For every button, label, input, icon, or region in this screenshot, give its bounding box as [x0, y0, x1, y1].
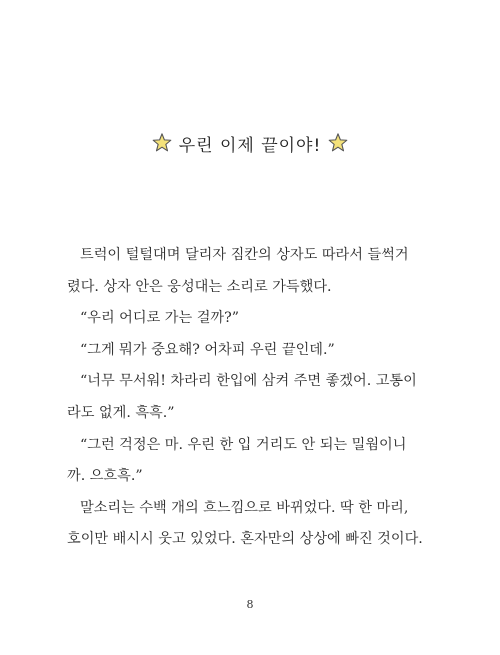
text-line: 렸다. 상자 안은 웅성대는 소리로 가득했다. [67, 278, 332, 295]
text-line: “너무 무서워! 차라리 한입에 삼켜 주면 좋겠어. 고통이 [80, 373, 417, 390]
text-line: 까. 으흐흑.” [67, 468, 143, 485]
chapter-title: 우린 이제 끝이야! [178, 135, 322, 156]
text-line: 말소리는 수백 개의 흐느낌으로 바뀌었다. 딱 한 마리, [80, 499, 409, 516]
text-line: 트럭이 털털대며 달리자 짐칸의 상자도 따라서 들썩거 [80, 247, 409, 263]
text-line: “그게 뭐가 중요해? 어차피 우린 끝인데.” [80, 341, 335, 358]
text-line: 호이만 배시시 웃고 있었다. 혼자만의 상상에 빠진 것이다. [67, 531, 423, 548]
star-icon [151, 132, 173, 154]
star-icon [327, 132, 349, 154]
page-number: 8 [246, 598, 254, 611]
story-body [67, 240, 429, 556]
text-line: 라도 없게. 흑흑.” [67, 404, 175, 421]
text-line: “우리 어디로 가는 걸까?” [80, 310, 239, 327]
text-line: “그런 걱정은 마. 우린 한 입 거리도 안 되는 밀웜이니 [80, 436, 407, 453]
chapter-heading [0, 126, 500, 160]
